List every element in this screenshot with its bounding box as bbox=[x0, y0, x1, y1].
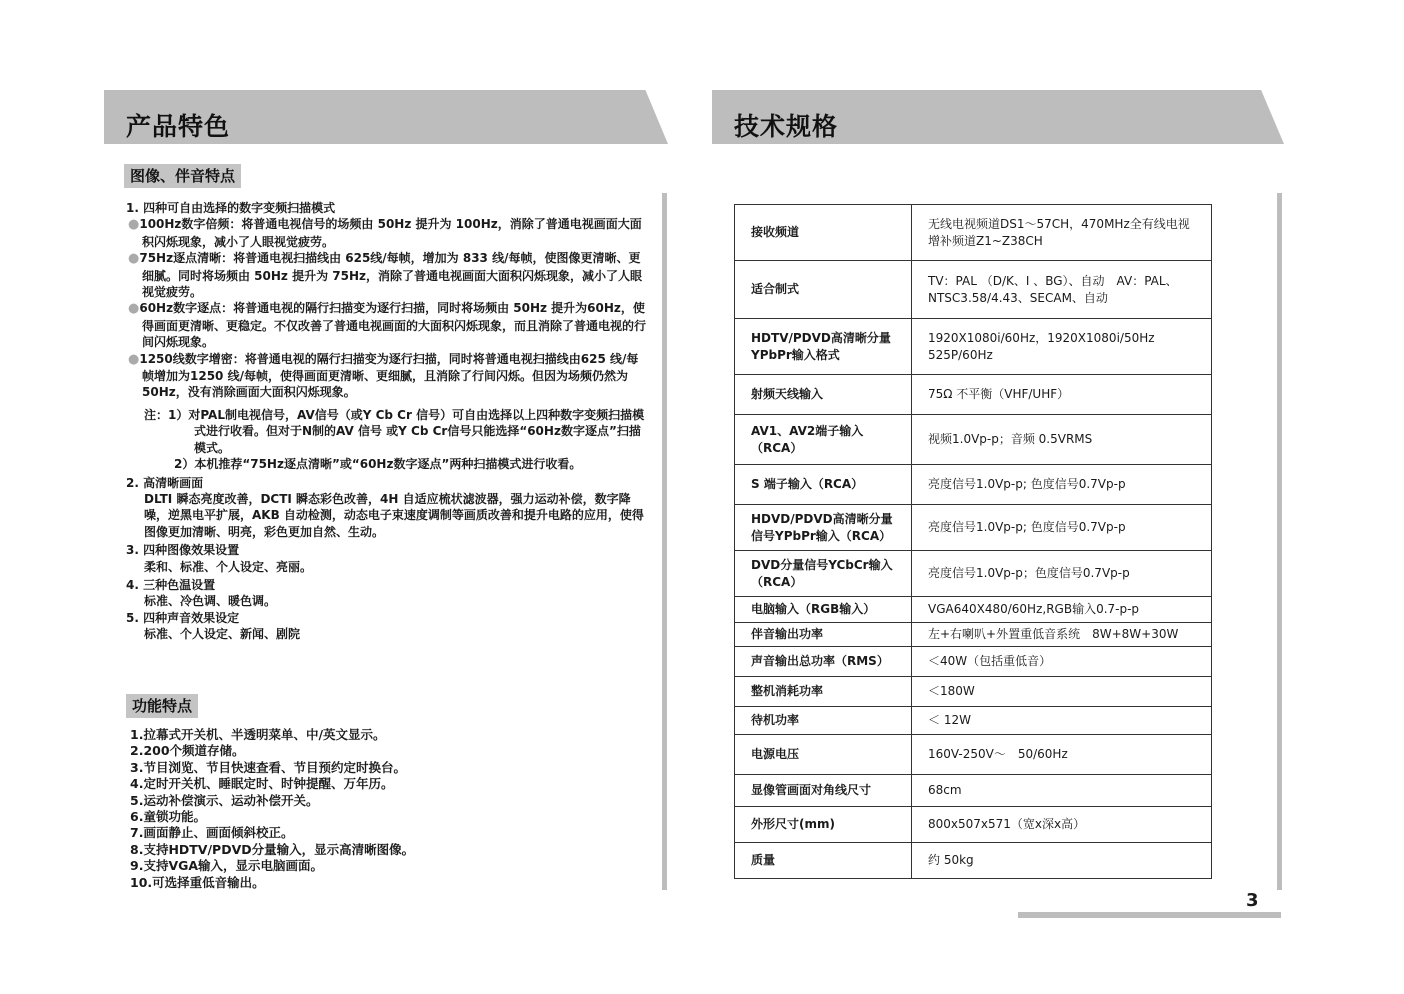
spec-key: 电脑输入（RGB输入） bbox=[735, 597, 912, 623]
right-page-title: 技术规格 bbox=[734, 112, 839, 141]
left-vertical-rule bbox=[662, 193, 667, 890]
spec-value: ＜ 12W bbox=[912, 707, 1212, 735]
table-row bbox=[735, 319, 1212, 375]
spec-key: 声音输出总功率（RMS） bbox=[735, 647, 912, 677]
function-item: 7.画面静止、画面倾斜校正。 bbox=[130, 825, 294, 841]
table-row bbox=[735, 415, 1212, 465]
spec-key: 射频天线输入 bbox=[735, 375, 912, 415]
spec-value: ＜40W（包括重低音） bbox=[912, 647, 1212, 677]
function-item: 8.支持HDTV/PDVD分量输入，显示高清晰图像。 bbox=[130, 841, 415, 857]
spec-value: VGA640X480/60Hz,RGB输入0.7-p-p bbox=[912, 597, 1212, 623]
table-row bbox=[735, 775, 1212, 807]
spec-key: 伴音输出功率 bbox=[735, 623, 912, 647]
spec-value: 约 50kg bbox=[912, 843, 1212, 879]
function-item: 9.支持VGA输入，显示电脑画面。 bbox=[130, 858, 324, 874]
feature-list bbox=[126, 200, 646, 643]
bullet-dot-icon: ● bbox=[128, 351, 140, 367]
table-row bbox=[735, 505, 1212, 551]
spec-key: 整机消耗功率 bbox=[735, 677, 912, 707]
function-list bbox=[130, 727, 630, 891]
page-footer-bar bbox=[1018, 912, 1281, 918]
spec-value: 视频1.0Vp-p；音频 0.5VRMS bbox=[912, 415, 1212, 465]
feature-1-bullet-75hz: ●75Hz逐点清晰：将普通电视扫描线由 625线/每帧，增加为 833 线/每帧，使图像更清晰、更细腻。同时将场频由 50Hz 提升为 75Hz，消除了普通电视画面大面积闪烁现象，减小了人眼视觉疲劳。 bbox=[128, 251, 642, 300]
spec-value: ＜180W bbox=[912, 677, 1212, 707]
spec-value: 亮度信号1.0Vp-p；色度信号0.7Vp-p bbox=[912, 551, 1212, 597]
table-row bbox=[735, 735, 1212, 775]
table-row bbox=[735, 843, 1212, 879]
function-item: 6.童锁功能。 bbox=[130, 809, 206, 825]
function-item: 1.拉幕式开关机、半透明菜单、中/英文显示。 bbox=[130, 727, 386, 742]
function-item: 2.200个频道存储。 bbox=[130, 743, 245, 759]
feature-2-body: DLTI 瞬态亮度改善，DCTI 瞬态彩色改善，4H 自适应梳状滤波器，强力运动补偿，数字降噪，逆黑电平扩展，AKB 自动检测，动态电子束速度调制等画质改善和提升电路的应用，使得图像更加清晰、明亮，彩色更加自然、生动。 bbox=[144, 491, 644, 539]
page-number: 3 bbox=[1246, 890, 1259, 911]
function-item: 5.运动补偿演示、运动补偿开关。 bbox=[130, 792, 319, 808]
spec-table bbox=[734, 204, 1212, 879]
table-row bbox=[735, 597, 1212, 623]
table-row bbox=[735, 623, 1212, 647]
feature-4-title: 4. 三种色温设置 bbox=[126, 577, 216, 592]
bullet-dot-icon: ● bbox=[128, 301, 140, 317]
spec-key: DVD分量信号YCbCr输入（RCA） bbox=[735, 551, 912, 597]
feature-3-title: 3. 四种图像效果设置 bbox=[126, 543, 240, 558]
spec-value: 1920X1080i/60Hz，1920X1080i/50Hz 525P/60Hz bbox=[912, 319, 1212, 375]
table-row bbox=[735, 465, 1212, 505]
spec-key: 接收频道 bbox=[735, 205, 912, 261]
section-label-functions: 功能特点 bbox=[126, 694, 198, 718]
function-item: 3.节目浏览、节目快速查看、节目预约定时换台。 bbox=[130, 759, 406, 775]
feature-3-body: 柔和、标准、个人设定、亮丽。 bbox=[144, 559, 313, 574]
table-row bbox=[735, 375, 1212, 415]
feature-4-body: 标准、冷色调、暖色调。 bbox=[144, 594, 277, 609]
spec-key: S 端子输入（RCA） bbox=[735, 465, 912, 505]
table-row bbox=[735, 807, 1212, 843]
feature-5-body: 标准、个人设定、新闻、剧院 bbox=[144, 627, 301, 642]
left-page-title: 产品特色 bbox=[126, 112, 231, 141]
table-row bbox=[735, 205, 1212, 261]
feature-note-1: 注：1）对PAL制电视信号，AV信号（或Y Cb Cr 信号）可自由选择以上四种数字变频扫描模式进行收看。但对于N制的AV 信号 或Y Cb Cr信号只能选择“60Hz数字逐点”扫描模式。 bbox=[144, 407, 645, 455]
spec-key: HDTV/PDVD高清晰分量YPbPr输入格式 bbox=[735, 319, 912, 375]
function-item: 4.定时开关机、睡眠定时、时钟提醒、万年历。 bbox=[130, 776, 394, 792]
bullet-dot-icon: ● bbox=[128, 251, 140, 267]
spec-key: 适合制式 bbox=[735, 261, 912, 319]
spec-value: 亮度信号1.0Vp-p; 色度信号0.7Vp-p bbox=[912, 505, 1212, 551]
spec-value: 800x507x571（宽x深x高） bbox=[912, 807, 1212, 843]
spec-key: 显像管画面对角线尺寸 bbox=[735, 775, 912, 807]
spec-value: 160V-250V～ 50/60Hz bbox=[912, 735, 1212, 775]
spec-value: 亮度信号1.0Vp-p; 色度信号0.7Vp-p bbox=[912, 465, 1212, 505]
table-row bbox=[735, 551, 1212, 597]
table-row bbox=[735, 677, 1212, 707]
right-vertical-rule bbox=[1277, 193, 1282, 890]
spec-key: AV1、AV2端子输入（RCA） bbox=[735, 415, 912, 465]
feature-note-2: 2）本机推荐“75Hz逐点清晰”或“60Hz数字逐点”两种扫描模式进行收看。 bbox=[174, 457, 582, 472]
feature-1-bullet-60hz: ●60Hz数字逐点：将普通电视的隔行扫描变为逐行扫描，同时将场频由 50Hz 提升为60Hz，使得画面更清晰、更稳定。不仅改善了普通电视画面的大面积闪烁现象，而且消除了普通电视的行间闪烁现象。 bbox=[128, 301, 647, 350]
spec-key: 质量 bbox=[735, 843, 912, 879]
spec-key: 外形尺寸(mm) bbox=[735, 807, 912, 843]
feature-1-title: 1. 四种可自由选择的数字变频扫描模式 bbox=[126, 201, 336, 215]
table-row bbox=[735, 707, 1212, 735]
spec-key: HDVD/PDVD高清晰分量信号YPbPr输入（RCA） bbox=[735, 505, 912, 551]
spec-value: 68cm bbox=[912, 775, 1212, 807]
section-label-image-sound: 图像、伴音特点 bbox=[124, 164, 241, 188]
bullet-dot-icon: ● bbox=[128, 217, 140, 233]
spec-value: 无线电视频道DS1～57CH，470MHz全有线电视增补频道Z1~Z38CH bbox=[912, 205, 1212, 261]
spec-key: 电源电压 bbox=[735, 735, 912, 775]
feature-2-title: 2. 高清晰画面 bbox=[126, 475, 204, 490]
spec-key: 待机功率 bbox=[735, 707, 912, 735]
table-row bbox=[735, 261, 1212, 319]
spec-value: 75Ω 不平衡（VHF/UHF） bbox=[912, 375, 1212, 415]
spec-value: TV：PAL （D/K、I 、BG）、自动 AV：PAL、NTSC3.58/4.43、SECAM、自动 bbox=[912, 261, 1212, 319]
feature-1-bullet-1250: ●1250线数字增密：将普通电视的隔行扫描变为逐行扫描，同时将普通电视扫描线由625 线/每帧增加为1250 线/每帧，使得画面更清晰、更细腻，且消除了行间闪烁。但因为场频仍然为50Hz，没有消除画面大面积闪烁现象。 bbox=[128, 351, 639, 400]
table-row bbox=[735, 647, 1212, 677]
function-item: 10.可选择重低音输出。 bbox=[130, 874, 265, 890]
feature-1-bullet-100hz: ●100Hz数字倍频：将普通电视信号的场频由 50Hz 提升为 100Hz，消除了普通电视画面大面积闪烁现象，减小了人眼视觉疲劳。 bbox=[128, 217, 642, 249]
feature-5-title: 5. 四种声音效果设定 bbox=[126, 610, 240, 625]
spec-value: 左+右喇叭+外置重低音系统 8W+8W+30W bbox=[912, 623, 1212, 647]
